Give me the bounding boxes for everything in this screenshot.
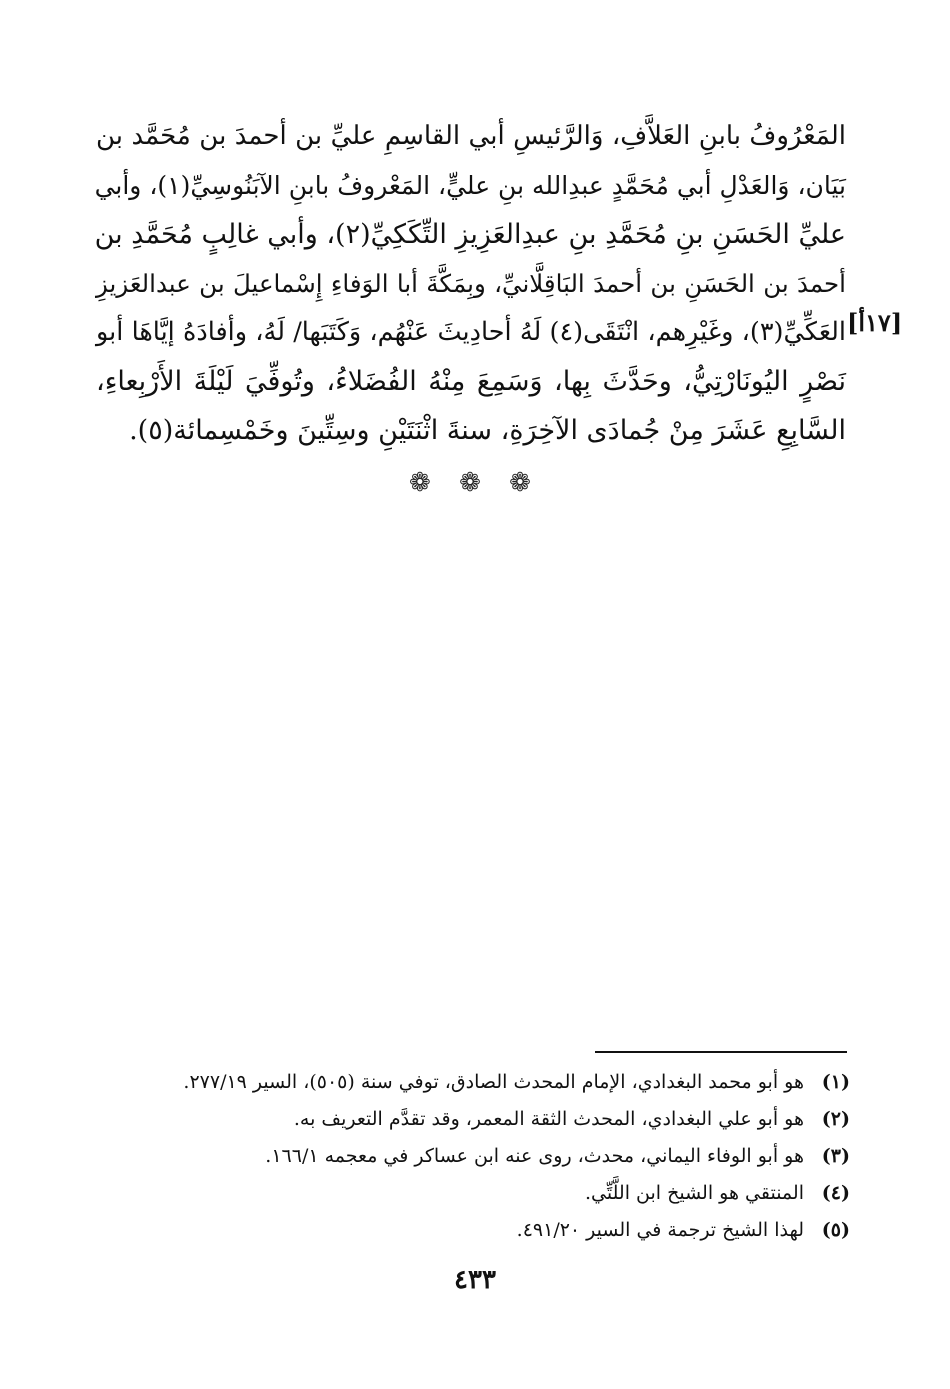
body-line-5-wrapper [96,308,846,357]
footnote-4 [110,1175,850,1212]
body-line-1: المَعْرُوفُ بابنِ العَلاَّفِ، وَالرَّئيسِ أبي القاسِمِ عليِّ بن أحمدَ بن مُحَمَّد بن [96,121,846,151]
body-line-4: أحمدَ بن الحَسَنِ بن أحمدَ البَاقِلَّانيِّ، وبِمَكَّةَ أبا الوَفاءِ إِسْماعيلَ بن عبدالعَزيزِ [96,269,846,298]
footnote-number: (٣) [821,1145,850,1167]
footnote-2 [110,1101,850,1138]
footnote-text: هو أبو محمد البغدادي، الإمام المحدث الصادق، توفي سنة (٥٠٥)، السير ٢٧٧/١٩. [183,1071,804,1093]
footnote-number: (٢) [821,1108,850,1130]
footnote-number: (٥) [821,1219,850,1241]
body-line-2: بَيَان، وَالعَدْلِ أبي مُحَمَّدٍ عبدِالله بنِ عليٍّ، المَعْروفُ بابنِ الآبَنُوسِيِّ(١)، وأبي [94,171,846,200]
footnote-text: المنتقي هو الشيخ ابن اللَّتِّي. [585,1182,804,1204]
page-number: ٤٣٣ [454,1265,496,1295]
footnote-text: لهذا الشيخ ترجمة في السير ٤٩١/٢٠. [516,1219,804,1241]
footnote-1 [110,1064,850,1101]
body-line-6: نَصْرٍ اليُونَارْتِيُّ، وحَدَّثَ بِها، وَسَمِعَ مِنْهُ الفُضَلاءُ، وتُوفِّيَ لَيْلَةَ الأَرْبِعاءِ، [96,366,846,397]
body-line-5: العَكِّيِّ(٣)، وغَيْرِهم، انْتَقَى(٤) لَهُ أحادِيثَ عَنْهُم، وَكَتَبَها/ لَهُ، وأفادَهُ إيَّاهَا أبو [96,317,846,347]
footnote-divider [595,1051,847,1053]
footnote-text: هو أبو علي البغدادي، المحدث الثقة المعمر، وقد تقدَّم التعريف به. [293,1108,804,1130]
body-line-3: عليِّ الحَسَنِ بنِ مُحَمَّدِ بنِ عبدِالعَزِيزِ التِّكَكِيِّ(٢)، وأبي غالِبٍ مُحَمَّدِ بن [94,219,846,250]
footnote-3 [110,1138,850,1175]
folio-marker: [١٧أ] [847,308,903,337]
section-ornament: ❁ ❁ ❁ [409,468,541,498]
footnote-text: هو أبو الوفاء اليماني، محدث، روى عنه ابن عساكر في معجمه ١٦٦/١. [265,1145,804,1167]
body-line-7: السَّابِعِ عَشَرَ مِنْ جُمادَى الآخِرَةِ، سنةَ اثْنَتَيْنِ وسِتِّينَ وخَمْسِمائة(٥). [129,415,846,446]
body-text [96,112,846,455]
footnote-number: (٤) [821,1182,850,1204]
footnotes [110,1064,850,1249]
footnote-number: (١) [821,1071,850,1093]
footnote-5 [110,1212,850,1249]
